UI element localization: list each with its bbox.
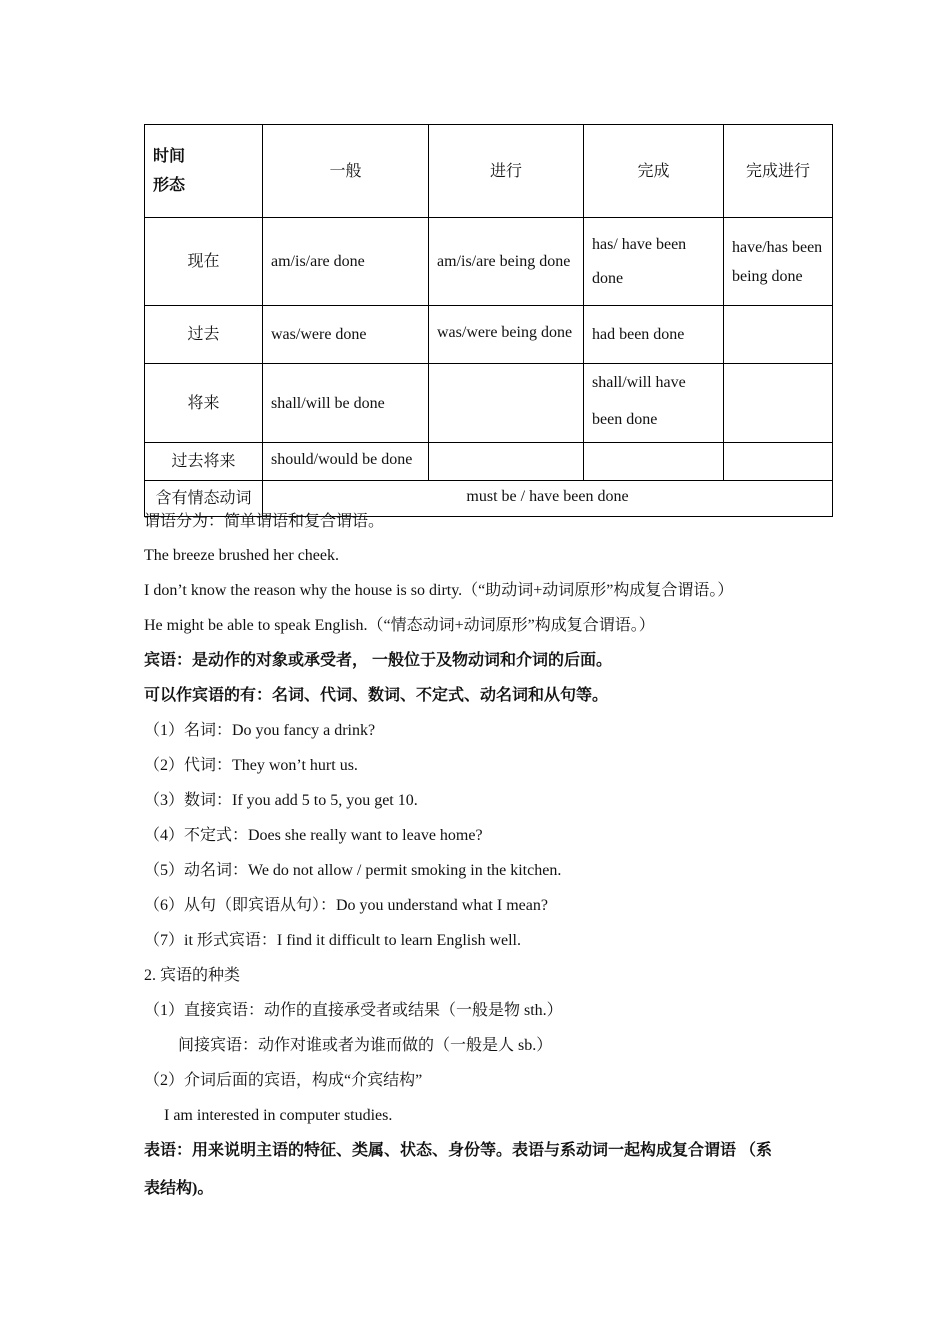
paragraph: 谓语分为：简单谓语和复合谓语。 xyxy=(144,513,385,530)
list-item: （5）动名词：We do not allow / permit smoking in the kitchen. xyxy=(144,862,562,879)
corner-label-form: 形态 xyxy=(153,177,186,194)
row-label-past-future: 过去将来 xyxy=(145,443,263,481)
list-item: （7）it 形式宾语：I find it difficult to learn English well. xyxy=(144,932,521,949)
table-cell xyxy=(429,443,584,481)
paragraph: The breeze brushed her cheek. xyxy=(144,547,339,564)
paragraph: He might be able to speak English.（“情态动词+动词原形”构成复合谓语。） xyxy=(144,617,655,634)
list-item: （1）直接宾语：动作的直接承受者或结果（一般是物 sth.） xyxy=(144,1002,563,1019)
table-cell: am/is/are done xyxy=(263,218,429,306)
header-progressive: 进行 xyxy=(429,125,584,218)
table-row xyxy=(145,364,833,443)
list-item: 间接宾语：动作对谁或者为谁而做的（一般是人 sb.） xyxy=(178,1037,553,1054)
table-cell: should/would be done xyxy=(263,443,429,481)
list-item: （2）代词：They won’t hurt us. xyxy=(144,757,358,774)
row-label-modal: 含有情态动词 xyxy=(145,481,263,517)
table-corner-cell xyxy=(145,125,263,218)
table-header-row xyxy=(145,125,833,218)
table-cell xyxy=(724,364,833,443)
table-cell xyxy=(724,306,833,364)
heading-predicative-cont: 表结构)。 xyxy=(144,1180,214,1197)
corner-label-time: 时间 xyxy=(153,148,186,165)
passive-tense-table xyxy=(144,124,833,517)
list-item: （4）不定式：Does she really want to leave home? xyxy=(144,827,483,844)
header-perfect: 完成 xyxy=(584,125,724,218)
table-cell: was/were done xyxy=(263,306,429,364)
section-heading: 2. 宾语的种类 xyxy=(144,967,241,984)
table-cell: am/is/are being done xyxy=(429,218,584,306)
table-cell xyxy=(724,443,833,481)
row-label-past: 过去 xyxy=(145,306,263,364)
header-simple: 一般 xyxy=(263,125,429,218)
list-item: （3）数词：If you add 5 to 5, you get 10. xyxy=(144,792,418,809)
list-item: （2）介词后面的宾语，构成“介宾结构” xyxy=(144,1072,423,1089)
table-row xyxy=(145,218,833,306)
table-cell: shall/will have been done xyxy=(584,364,724,443)
table-cell: shall/will be done xyxy=(263,364,429,443)
row-label-future: 将来 xyxy=(145,364,263,443)
paragraph: I don’t know the reason why the house is so dirty.（“助动词+动词原形”构成复合谓语。） xyxy=(144,582,734,599)
table-cell: had been done xyxy=(584,306,724,364)
heading-predicative: 表语：用来说明主语的特征、类属、状态、身份等。表语与系动词一起构成复合谓语 （系 xyxy=(144,1142,773,1159)
example-sentence: I am interested in computer studies. xyxy=(164,1107,393,1124)
table-cell: has/ have been done xyxy=(584,218,724,306)
table-cell: have/has been being done xyxy=(724,218,833,306)
list-item: （6）从句（即宾语从句）：Do you understand what I mean? xyxy=(144,897,548,914)
heading-object: 宾语：是动作的对象或承受者， 一般位于及物动词和介词的后面。 xyxy=(144,652,613,669)
table-cell: was/were being done xyxy=(429,306,584,364)
table-cell xyxy=(429,364,584,443)
table-cell xyxy=(584,443,724,481)
table-row xyxy=(145,443,833,481)
table-row xyxy=(145,306,833,364)
row-label-present: 现在 xyxy=(145,218,263,306)
heading-object-types: 可以作宾语的有：名词、代词、数词、不定式、动名词和从句等。 xyxy=(144,687,609,704)
header-perfect-progressive: 完成进行 xyxy=(724,125,833,218)
modal-value-cell: must be / have been done xyxy=(263,481,833,517)
list-item: （1）名词：Do you fancy a drink? xyxy=(144,722,376,739)
